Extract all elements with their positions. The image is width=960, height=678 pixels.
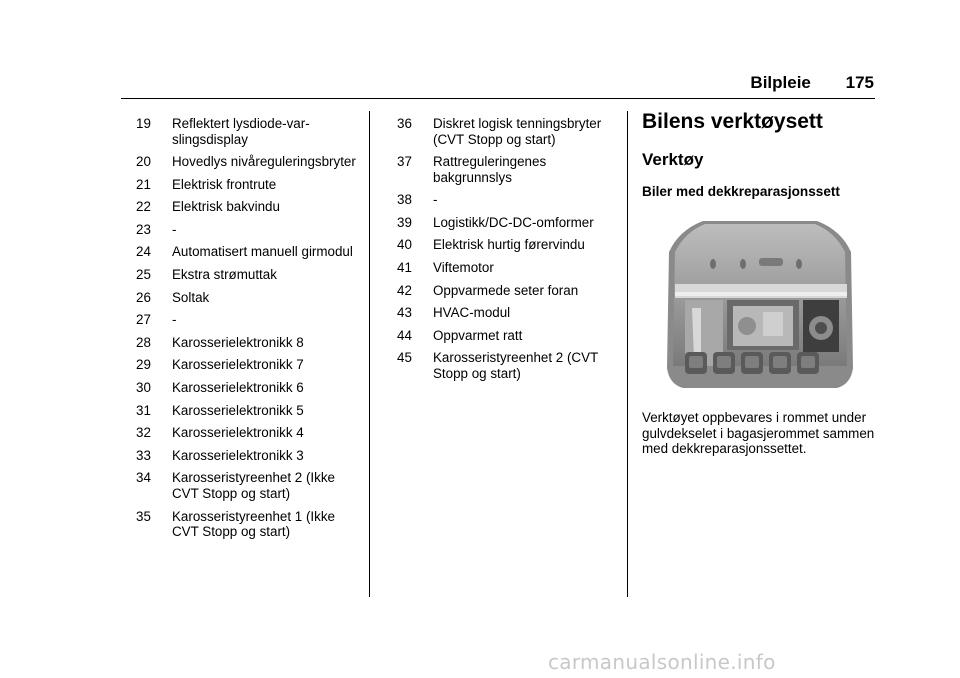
fuse-number: 26 <box>136 289 151 305</box>
column-divider-2 <box>627 111 628 597</box>
page-header <box>750 73 874 93</box>
column-divider-1 <box>369 111 370 597</box>
fuse-list-item <box>397 116 619 147</box>
subsection-heading: Verktøy <box>642 150 704 169</box>
fuse-number: 43 <box>397 305 412 321</box>
fuse-description: Oppvarmet ratt <box>433 327 523 343</box>
header-rule <box>121 98 875 99</box>
fuse-description: - <box>172 221 177 237</box>
fuse-description: Oppvarmede seter foran <box>433 282 579 298</box>
fuse-list-item <box>397 192 619 208</box>
watermark: carmanualsonline.info <box>548 650 776 674</box>
fuse-number: 20 <box>136 154 151 170</box>
fuse-list-item <box>136 267 358 283</box>
fuse-list-item <box>397 260 619 276</box>
fuse-list-item <box>136 222 358 238</box>
fuse-list-item <box>397 305 619 321</box>
fuse-list-item <box>136 177 358 193</box>
toolkit-section <box>642 110 882 199</box>
fuse-number: 37 <box>397 154 412 170</box>
fuse-list-item <box>397 328 619 344</box>
fuse-description: Elektrisk frontrute <box>172 176 277 192</box>
fuse-list-item <box>136 312 358 328</box>
fuse-number: 30 <box>136 380 151 396</box>
fuse-number: 32 <box>136 425 151 441</box>
fuse-list-item <box>136 199 358 215</box>
fuse-list-item <box>136 470 358 501</box>
fuse-number: 31 <box>136 402 151 418</box>
fuse-number: 22 <box>136 199 151 215</box>
section-title: Bilpleie <box>750 73 811 92</box>
fuse-list-column-1 <box>136 116 358 547</box>
fuse-list-item <box>136 335 358 351</box>
section-heading: Bilens verktøysett <box>642 110 823 133</box>
fuse-number: 40 <box>397 237 412 253</box>
fuse-list-item <box>397 283 619 299</box>
tool-kit-illustration <box>665 218 855 394</box>
fuse-description: - <box>433 192 438 208</box>
fuse-list-item <box>136 425 358 441</box>
fuse-list-item <box>136 154 358 170</box>
fuse-description: Soltak <box>172 289 210 305</box>
fuse-list-item <box>136 448 358 464</box>
fuse-number: 25 <box>136 267 151 283</box>
fuse-description: Karosseristyreenhet 2 (CVT Stopp og start) <box>433 350 598 381</box>
fuse-number: 24 <box>136 244 151 260</box>
fuse-number: 36 <box>397 116 412 131</box>
fuse-number: 38 <box>397 192 412 208</box>
fuse-number: 44 <box>397 327 412 343</box>
fuse-number: 33 <box>136 447 151 463</box>
fuse-description: Rattreguleringenes bakgrunnslys <box>433 154 547 185</box>
fuse-description: Karosserielektronikk 4 <box>172 425 304 441</box>
fuse-description: Elektrisk hurtig førervindu <box>433 237 585 253</box>
fuse-description: Karosserielektronikk 6 <box>172 380 304 396</box>
fuse-description: - <box>172 312 177 328</box>
fuse-description: Automatisert manuell girmodul <box>172 244 353 260</box>
fuse-list-item <box>136 116 358 147</box>
fuse-list-item <box>397 350 619 381</box>
fuse-list-item <box>397 237 619 253</box>
fuse-number: 21 <box>136 176 151 192</box>
illustration-caption: Verktøyet oppbevares i rommet under gulvdekselet i bagasjerommet sammen med dekkreparasjonssettet. <box>642 410 875 456</box>
fuse-description: Ekstra strømuttak <box>172 267 277 283</box>
fuse-description: Karosseristyreenhet 1 (Ikke CVT Stopp og start) <box>172 508 335 539</box>
fuse-description: Karosserielektronikk 8 <box>172 334 304 350</box>
fuse-description: Reflektert lysdiode-varslingsdisplay <box>172 116 310 147</box>
fuse-description: Karosserielektronikk 7 <box>172 357 304 373</box>
fuse-description: HVAC-modul <box>433 305 511 321</box>
fuse-number: 19 <box>136 116 151 131</box>
fuse-number: 27 <box>136 312 151 328</box>
fuse-description: Logistikk/DC-DC-omformer <box>433 214 594 230</box>
fuse-list-column-2 <box>397 116 619 388</box>
fuse-description: Elektrisk bakvindu <box>172 199 280 215</box>
page-number: 175 <box>845 73 874 92</box>
fuse-list-item <box>136 357 358 373</box>
fuse-number: 35 <box>136 508 151 524</box>
fuse-description: Hovedlys nivåreguleringsbryter <box>172 154 356 170</box>
subheading: Biler med dekkreparasjonssett <box>642 184 840 199</box>
fuse-number: 29 <box>136 357 151 373</box>
fuse-number: 45 <box>397 350 412 366</box>
fuse-number: 23 <box>136 221 151 237</box>
fuse-number: 42 <box>397 282 412 298</box>
fuse-list-item <box>397 215 619 231</box>
fuse-description: Karosserielektronikk 3 <box>172 447 304 463</box>
fuse-number: 34 <box>136 470 151 486</box>
fuse-description: Karosserielektronikk 5 <box>172 402 304 418</box>
fuse-list-item <box>397 154 619 185</box>
fuse-list-item <box>136 380 358 396</box>
fuse-list-item <box>136 403 358 419</box>
fuse-number: 39 <box>397 214 412 230</box>
fuse-number: 28 <box>136 334 151 350</box>
fuse-description: Karosseristyreenhet 2 (Ikke CVT Stopp og start) <box>172 470 335 501</box>
fuse-list-item <box>136 290 358 306</box>
fuse-description: Viftemotor <box>433 259 494 275</box>
fuse-list-item <box>136 244 358 260</box>
fuse-description: Diskret logisk tenningsbryter (CVT Stopp og start) <box>433 116 602 147</box>
fuse-list-item <box>136 509 358 540</box>
fuse-number: 41 <box>397 259 412 275</box>
